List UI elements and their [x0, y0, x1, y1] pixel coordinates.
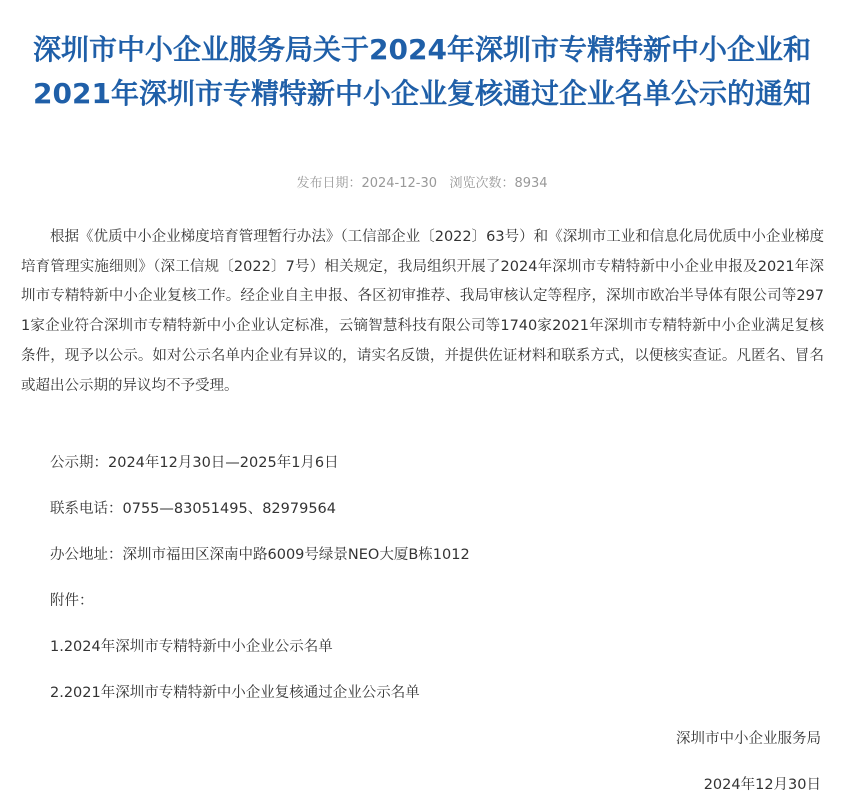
page-title: 深圳市中小企业服务局关于2024年深圳市专精特新中小企业和2021年深圳市专精特新中小企业复核通过企业名单公示的通知	[33, 33, 811, 110]
issuer-signature: 深圳市中小企业服务局	[676, 731, 821, 747]
attachment-link-2[interactable]: 2.2021年深圳市专精特新中小企业复核通过企业公示名单	[50, 685, 420, 701]
notice-body: 根据《优质中小企业梯度培育管理暂行办法》（工信部企业〔2022〕63号）和《深圳市工业和信息化局优质中小企业梯度培育管理实施细则》（深工信规〔2022〕7号）相关规定，我局组织开展了2024年深圳市专精特新中小企业申报及2021年深圳市专精特新中小企业复核工作。经企业自主申报、各区初审推荐、我局审核认定等程序，深圳市欧冶半导体有限公司等2971家企业符合深圳市专精特新中小企业认定标准，云镝智慧科技有限公司等1740家2021年深圳市专精特新中小企业满足复核条件，现予以公示。如对公示名单内企业有异议的，请实名反馈，并提供佐证材料和联系方式，以便核实查证。凡匿名、冒名或超出公示期的异议均不予受理。	[21, 229, 824, 394]
office-address: 办公地址：深圳市福田区深南中路6009号绿景NEO大厦B栋1012	[50, 547, 470, 563]
attachment-link-1[interactable]: 1.2024年深圳市专精特新中小企业公示名单	[50, 639, 333, 655]
view-count: 8934	[514, 176, 548, 191]
attachments-label: 附件：	[50, 593, 94, 609]
view-count-label: 浏览次数：	[449, 176, 515, 191]
publicity-period: 公示期：2024年12月30日—2025年1月6日	[50, 455, 339, 471]
publish-date-label: 发布日期：	[296, 176, 362, 191]
publish-meta	[0, 175, 844, 193]
publish-date: 2024-12-30	[361, 176, 438, 191]
contact-phone: 联系电话：0755—83051495、82979564	[50, 501, 337, 517]
sign-date: 2024年12月30日	[703, 777, 821, 793]
